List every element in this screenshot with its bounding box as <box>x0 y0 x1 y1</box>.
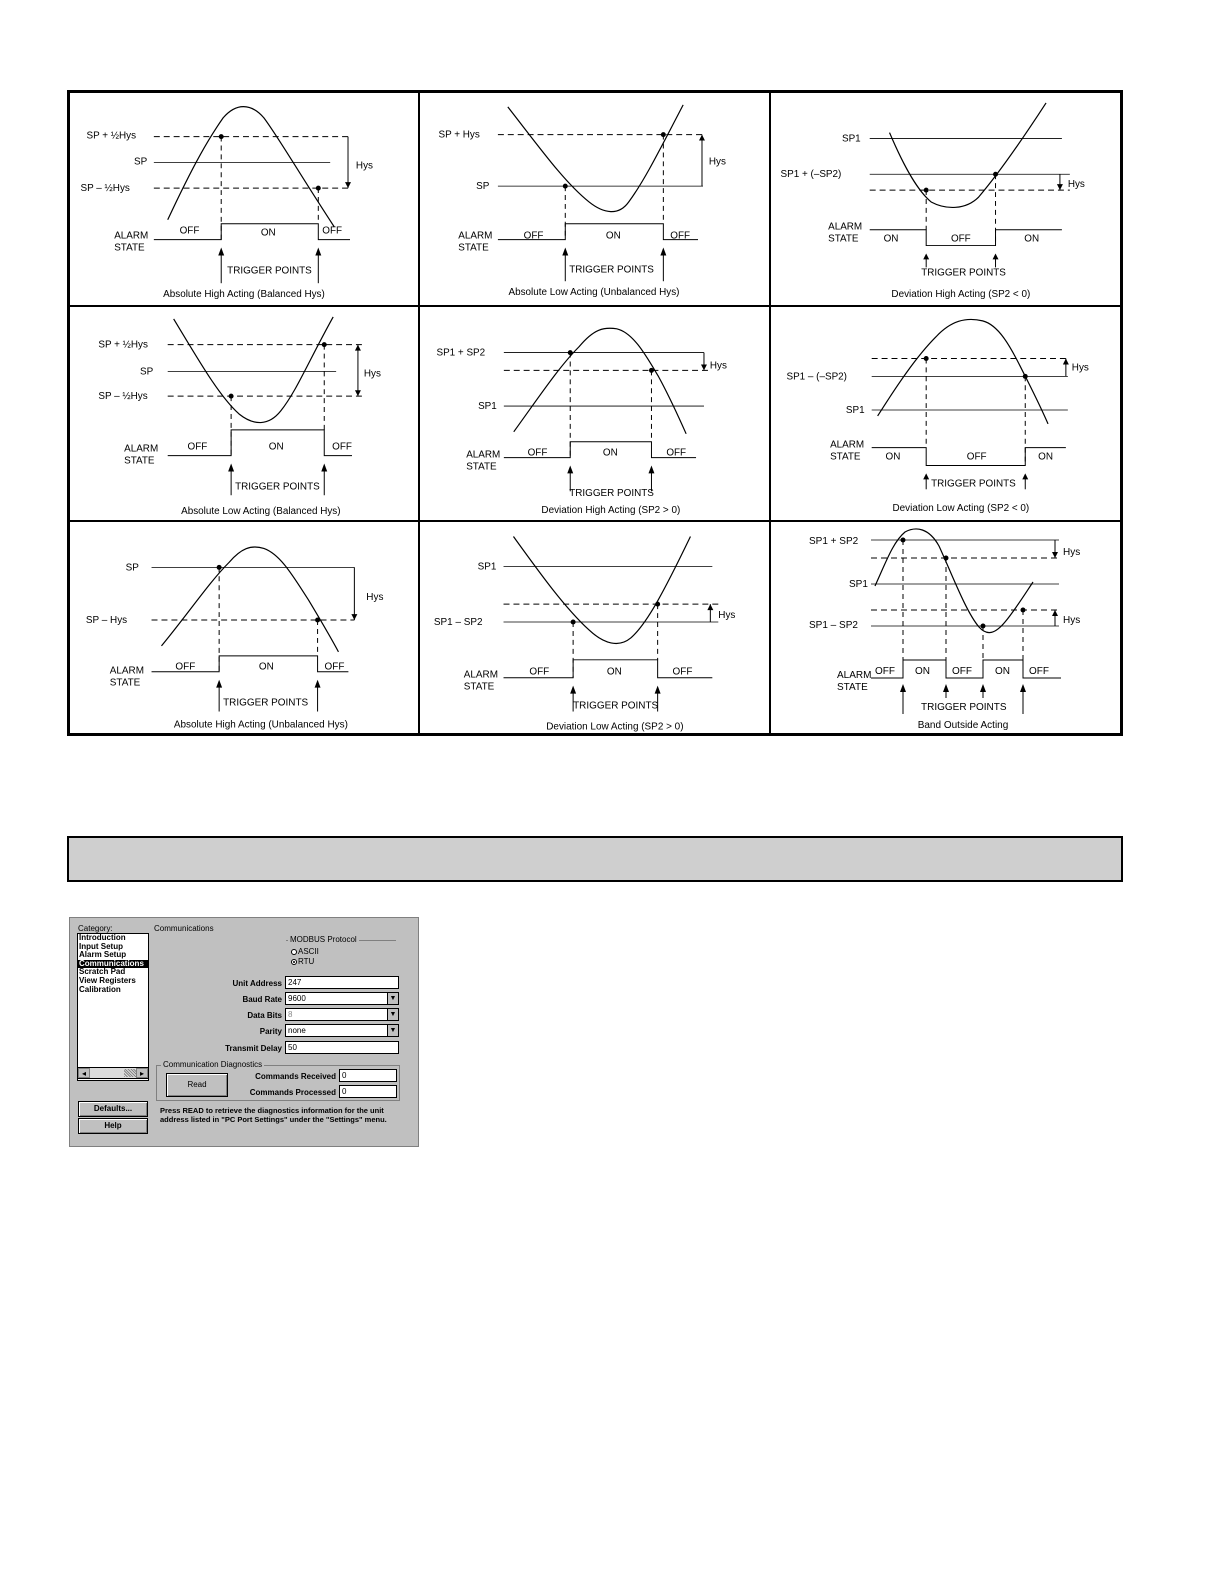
alarm-label: ALARM <box>837 670 872 681</box>
scroll-left-icon[interactable]: ◂ <box>78 1068 90 1078</box>
diagram-svg <box>420 93 769 305</box>
section-header-bar <box>67 836 1123 882</box>
diagram-deviation-low-sp2-neg <box>771 307 1120 522</box>
state-3: ON <box>1038 451 1053 463</box>
diagram-svg <box>70 522 418 733</box>
scroll-right-icon[interactable]: ▸ <box>136 1068 148 1078</box>
diagram-title: Deviation Low Acting (SP2 > 0) <box>546 721 684 733</box>
chevron-down-icon[interactable]: ▼ <box>387 993 398 1004</box>
radio-rtu-label: RTU <box>298 957 315 966</box>
level-label-1: SP + Hys <box>438 129 480 141</box>
category-label: Category: <box>78 924 113 933</box>
radio-ascii[interactable] <box>291 947 319 956</box>
diagram-svg <box>420 307 769 520</box>
state-2: ON <box>605 230 621 242</box>
diagram-svg <box>70 93 418 305</box>
state-label: STATE <box>458 242 489 254</box>
unit-address-label: Unit Address <box>232 979 282 988</box>
category-item-alarm-setup[interactable]: Alarm Setup <box>79 950 127 960</box>
category-scrollbar[interactable] <box>77 1067 149 1079</box>
hys-label: Hys <box>1071 362 1089 374</box>
level-label-2: SP <box>476 181 490 193</box>
help-button[interactable]: Help <box>78 1118 148 1134</box>
alarm-diagram-grid <box>67 90 1123 736</box>
transmit-delay-label: Transmit Delay <box>225 1044 282 1053</box>
trigger-points-label: TRIGGER POINTS <box>235 481 320 493</box>
diagram-title: Absolute Low Acting (Balanced Hys) <box>181 506 341 518</box>
diagram-absolute-low-balanced <box>70 307 420 522</box>
baud-rate-value: 9600 <box>288 994 306 1003</box>
hys-label: Hys <box>718 610 736 622</box>
read-button[interactable]: Read <box>166 1073 228 1097</box>
diagram-absolute-high-balanced <box>70 93 420 307</box>
hys-label: Hys <box>363 368 381 380</box>
level-label-1: SP1 – (–SP2) <box>786 371 847 383</box>
unit-address-input[interactable]: 247 <box>285 976 399 989</box>
diagram-svg <box>70 307 418 520</box>
alarm-label: ALARM <box>109 665 145 677</box>
state-label: STATE <box>114 242 145 254</box>
state-5: OFF <box>1029 666 1049 677</box>
state-4: ON <box>995 666 1010 677</box>
state-2: ON <box>260 227 276 239</box>
level-label-1: SP1 + SP2 <box>809 536 859 547</box>
level-label-1: SP1 + SP2 <box>436 347 486 359</box>
level-label-2: SP – Hys <box>85 615 128 627</box>
commands-processed-field: 0 <box>339 1085 397 1098</box>
state-1: OFF <box>175 661 196 673</box>
diagram-svg <box>771 307 1120 520</box>
radio-ascii-icon <box>291 949 297 955</box>
diagnostics-group-title: Communication Diagnostics <box>163 1060 263 1069</box>
state-label: STATE <box>466 461 497 473</box>
parity-select[interactable] <box>285 1024 399 1037</box>
diagram-svg <box>771 522 1120 733</box>
trigger-points-label: TRIGGER POINTS <box>223 697 309 709</box>
data-bits-select[interactable] <box>285 1008 399 1021</box>
state-3: OFF <box>672 666 693 678</box>
parity-label: Parity <box>259 1027 282 1036</box>
hys-label: Hys <box>355 160 373 172</box>
diagram-title: Deviation Low Acting (SP2 < 0) <box>892 503 1030 515</box>
diagram-title: Deviation High Acting (SP2 > 0) <box>541 505 681 517</box>
transmit-delay-input[interactable]: 50 <box>285 1041 399 1054</box>
diagnostics-note-line-1: Press READ to retrieve the diagnostics information for the unit <box>160 1106 384 1115</box>
level-label-1: SP1 <box>841 133 861 145</box>
state-2: OFF <box>966 451 987 463</box>
communications-settings-dialog <box>69 917 419 1147</box>
state-1: ON <box>885 451 901 463</box>
commands-processed-label: Commands Processed <box>249 1088 336 1097</box>
diagram-title: Deviation High Acting (SP2 < 0) <box>891 289 1031 301</box>
level-label-2: SP1 – SP2 <box>433 617 483 629</box>
diagram-svg <box>771 93 1120 305</box>
category-item-view-registers[interactable]: View Registers <box>79 975 136 985</box>
baud-rate-select[interactable] <box>285 992 399 1005</box>
level-label-2: SP1 <box>478 401 497 413</box>
category-item-input-setup[interactable]: Input Setup <box>79 941 123 951</box>
level-label-3: SP1 – SP2 <box>809 620 858 631</box>
state-1: OFF <box>875 666 895 677</box>
state-label: STATE <box>830 451 861 463</box>
commands-received-field: 0 <box>339 1069 397 1082</box>
level-label-1: SP <box>125 562 139 574</box>
diagram-title: Absolute High Acting (Balanced Hys) <box>163 289 325 301</box>
chevron-down-icon[interactable]: ▼ <box>387 1025 398 1036</box>
state-1: ON <box>883 233 899 245</box>
state-3: ON <box>1024 233 1040 245</box>
diagram-deviation-high-sp2-pos <box>420 307 771 522</box>
diagram-absolute-high-unbalanced <box>70 522 420 733</box>
state-label: STATE <box>463 681 495 693</box>
trigger-points-label: TRIGGER POINTS <box>921 702 1007 713</box>
trigger-points-label: TRIGGER POINTS <box>573 700 659 712</box>
state-3: OFF <box>952 666 972 677</box>
data-bits-value: 8 <box>288 1010 293 1019</box>
level-label-1: SP + ½Hys <box>98 339 148 351</box>
diagram-title: Absolute Low Acting (Unbalanced Hys) <box>508 287 680 299</box>
state-2: ON <box>606 666 622 678</box>
alarm-label: ALARM <box>466 449 501 461</box>
trigger-points-label: TRIGGER POINTS <box>921 267 1006 279</box>
scroll-thumb[interactable] <box>124 1069 136 1077</box>
parity-value: none <box>288 1026 306 1035</box>
state-1: OFF <box>527 447 548 459</box>
alarm-label: ALARM <box>830 439 865 451</box>
state-1: OFF <box>179 225 200 237</box>
category-item-calibration[interactable]: Calibration <box>79 984 121 994</box>
alarm-label: ALARM <box>114 230 149 242</box>
category-item-communications[interactable]: Communications <box>78 960 148 969</box>
state-2: OFF <box>950 233 971 245</box>
state-2: ON <box>915 666 930 677</box>
radio-ascii-label: ASCII <box>298 947 319 956</box>
state-label: STATE <box>124 455 155 467</box>
radio-rtu[interactable] <box>291 957 314 966</box>
data-bits-label: Data Bits <box>247 1011 282 1020</box>
state-2: ON <box>268 441 284 453</box>
category-list[interactable] <box>77 933 149 1081</box>
level-label-1: SP1 <box>477 561 497 573</box>
trigger-points-label: TRIGGER POINTS <box>569 488 654 500</box>
alarm-label: ALARM <box>458 230 493 242</box>
diagram-deviation-low-sp2-pos <box>420 522 771 733</box>
state-3: OFF <box>670 230 691 242</box>
level-label-2: SP <box>139 366 154 378</box>
level-label-2: SP1 <box>845 405 865 417</box>
state-1: OFF <box>529 666 550 678</box>
state-1: OFF <box>523 230 544 242</box>
hys-label: Hys <box>709 360 727 372</box>
state-3: OFF <box>666 447 687 459</box>
state-3: OFF <box>332 441 352 453</box>
alarm-label: ALARM <box>463 669 498 681</box>
section-title: Communications <box>154 924 214 933</box>
diagram-title: Band Outside Acting <box>917 720 1009 731</box>
hys-label: Hys <box>1067 179 1085 191</box>
trigger-points-label: TRIGGER POINTS <box>569 264 654 276</box>
defaults-button[interactable]: Defaults... <box>78 1101 148 1117</box>
diagram-deviation-high-sp2-neg <box>771 93 1120 307</box>
hys-label: Hys <box>708 156 726 168</box>
chevron-down-icon[interactable]: ▼ <box>387 1009 398 1020</box>
level-label-3: SP – ½Hys <box>80 183 130 195</box>
hys-label-2: Hys <box>1063 615 1081 626</box>
level-label-2: SP <box>134 156 148 168</box>
hys-label: Hys <box>1063 547 1081 558</box>
baud-rate-label: Baud Rate <box>242 995 282 1004</box>
alarm-label: ALARM <box>828 221 863 233</box>
level-label-1: SP + ½Hys <box>86 130 137 142</box>
trigger-points-label: TRIGGER POINTS <box>931 478 1016 490</box>
diagnostics-note-line-2: address listed in "PC Port Settings" under the "Settings" menu. <box>160 1115 387 1124</box>
category-item-scratch-pad[interactable]: Scratch Pad <box>79 967 126 977</box>
state-label: STATE <box>109 677 141 689</box>
diagram-svg <box>420 522 769 733</box>
commands-received-label: Commands Received <box>255 1072 336 1081</box>
level-label-2: SP1 + (–SP2) <box>780 169 842 181</box>
category-item-introduction[interactable]: Introduction <box>79 933 126 942</box>
trigger-points-label: TRIGGER POINTS <box>227 265 312 277</box>
modbus-group-title: MODBUS Protocol <box>290 935 357 944</box>
radio-rtu-selected-icon <box>291 959 297 965</box>
state-label: STATE <box>837 682 868 693</box>
hys-label: Hys <box>366 592 384 604</box>
state-3: OFF <box>324 661 345 673</box>
diagram-band-outside <box>771 522 1120 733</box>
diagram-title: Absolute High Acting (Unbalanced Hys) <box>173 719 348 731</box>
level-label-3: SP – ½Hys <box>98 391 148 403</box>
state-2: ON <box>602 447 618 459</box>
level-label-2: SP1 <box>849 579 868 590</box>
state-3: OFF <box>322 225 343 237</box>
alarm-label: ALARM <box>124 443 159 455</box>
state-2: ON <box>258 661 274 673</box>
state-label: STATE <box>828 233 859 245</box>
diagram-absolute-low-unbalanced <box>420 93 771 307</box>
state-1: OFF <box>187 441 208 453</box>
